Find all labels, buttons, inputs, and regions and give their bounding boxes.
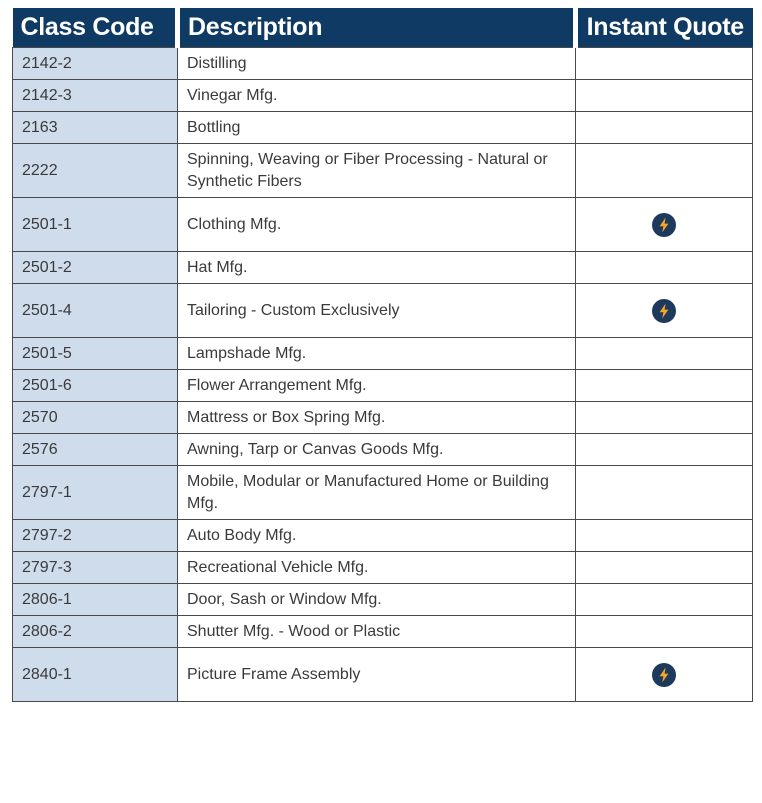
table-row [13, 648, 753, 702]
description-cell: Flower Arrangement Mfg. [178, 370, 576, 402]
class-code-cell: 2142-3 [13, 80, 178, 112]
class-code-cell: 2163 [13, 112, 178, 144]
table-row [13, 48, 753, 80]
description-cell: Vinegar Mfg. [178, 80, 576, 112]
class-code-cell: 2570 [13, 402, 178, 434]
instant-quote-cell [576, 144, 753, 198]
class-code-cell: 2501-5 [13, 338, 178, 370]
class-code-cell: 2142-2 [13, 48, 178, 80]
class-code-cell: 2806-1 [13, 584, 178, 616]
instant-quote-cell[interactable] [576, 284, 753, 338]
class-code-cell: 2797-2 [13, 520, 178, 552]
class-code-cell: 2501-1 [13, 198, 178, 252]
table-row [13, 402, 753, 434]
lightning-bolt-icon[interactable] [652, 663, 676, 687]
class-code-cell: 2501-2 [13, 252, 178, 284]
table-row [13, 338, 753, 370]
description-cell: Lampshade Mfg. [178, 338, 576, 370]
instant-quote-cell [576, 80, 753, 112]
table-row [13, 552, 753, 584]
instant-quote-cell [576, 402, 753, 434]
description-cell: Awning, Tarp or Canvas Goods Mfg. [178, 434, 576, 466]
instant-quote-cell[interactable] [576, 648, 753, 702]
description-cell: Shutter Mfg. - Wood or Plastic [178, 616, 576, 648]
description-cell: Recreational Vehicle Mfg. [178, 552, 576, 584]
instant-quote-cell [576, 48, 753, 80]
class-code-cell: 2797-1 [13, 466, 178, 520]
class-code-cell: 2222 [13, 144, 178, 198]
class-code-cell: 2501-6 [13, 370, 178, 402]
header-instant-quote: Instant Quote [576, 8, 753, 48]
table-row [13, 80, 753, 112]
lightning-bolt-icon[interactable] [652, 213, 676, 237]
description-cell: Mattress or Box Spring Mfg. [178, 402, 576, 434]
instant-quote-cell [576, 616, 753, 648]
description-cell: Distilling [178, 48, 576, 80]
table-row [13, 434, 753, 466]
description-cell: Mobile, Modular or Manufactured Home or Building Mfg. [178, 466, 576, 520]
description-cell: Picture Frame Assembly [178, 648, 576, 702]
instant-quote-cell [576, 112, 753, 144]
instant-quote-cell [576, 466, 753, 520]
description-cell: Door, Sash or Window Mfg. [178, 584, 576, 616]
instant-quote-cell [576, 338, 753, 370]
header-description: Description [178, 8, 576, 48]
description-cell: Hat Mfg. [178, 252, 576, 284]
header-row [13, 8, 753, 48]
instant-quote-cell [576, 370, 753, 402]
class-code-cell: 2840-1 [13, 648, 178, 702]
instant-quote-cell [576, 584, 753, 616]
class-code-cell: 2806-2 [13, 616, 178, 648]
table-body [13, 48, 753, 702]
header-class-code: Class Code [13, 8, 178, 48]
table-row [13, 520, 753, 552]
table-row [13, 584, 753, 616]
table-row [13, 466, 753, 520]
class-code-table [12, 8, 753, 702]
instant-quote-cell [576, 434, 753, 466]
class-code-table-container [12, 8, 752, 702]
table-row [13, 144, 753, 198]
class-code-cell: 2797-3 [13, 552, 178, 584]
class-code-cell: 2501-4 [13, 284, 178, 338]
instant-quote-cell [576, 552, 753, 584]
table-row [13, 252, 753, 284]
class-code-cell: 2576 [13, 434, 178, 466]
description-cell: Auto Body Mfg. [178, 520, 576, 552]
table-row [13, 284, 753, 338]
table-row [13, 616, 753, 648]
description-cell: Clothing Mfg. [178, 198, 576, 252]
description-cell: Tailoring - Custom Exclusively [178, 284, 576, 338]
description-cell: Spinning, Weaving or Fiber Processing - Natural or Synthetic Fibers [178, 144, 576, 198]
lightning-bolt-icon[interactable] [652, 299, 676, 323]
instant-quote-cell [576, 252, 753, 284]
instant-quote-cell [576, 520, 753, 552]
instant-quote-cell[interactable] [576, 198, 753, 252]
table-row [13, 198, 753, 252]
table-row [13, 370, 753, 402]
table-header [13, 8, 753, 48]
table-row [13, 112, 753, 144]
description-cell: Bottling [178, 112, 576, 144]
